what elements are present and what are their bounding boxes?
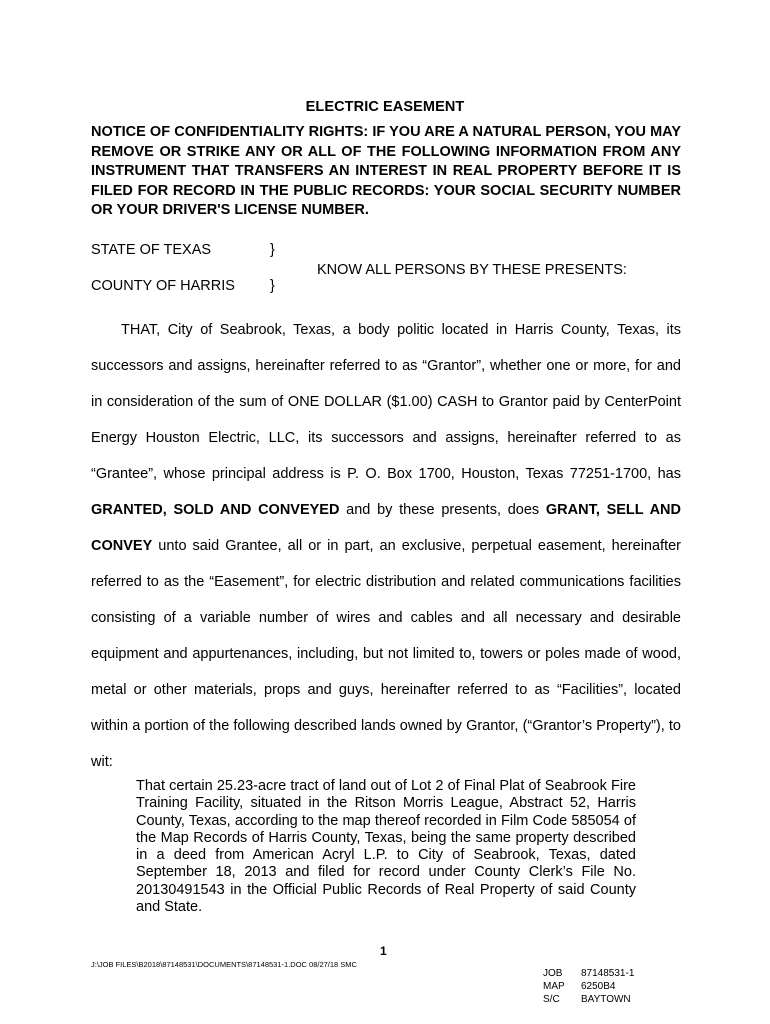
body-text-3: unto said Grantee, all or in part, an exclusive, perpetual easement, hereinafter referred to as the “Easement”, for electric distribution and related communications facilities consisting of a variable number of wires and cables and all necessary and desirable equipment and appurtenances, including, but not limited to, towers or poles made of wood, metal or other materials, props and guys, hereinafter referred to as “Facilities”, located within a portion of the following described lands owned by Grantor, (“Grantor’s Property”), to wit:: [91, 538, 681, 770]
document-title: ELECTRIC EASEMENT: [305, 99, 465, 115]
easement-body-paragraph: [91, 312, 681, 780]
map-label: MAP: [543, 981, 565, 992]
confidentiality-notice: NOTICE OF CONFIDENTIALITY RIGHTS: IF YOU ARE A NATURAL PERSON, YOU MAY REMOVE OR STRIKE ANY OR ALL OF THE FOLLOWING INFORMATION FROM ANY INSTRUMENT THAT TRANSFERS AN INTEREST IN REAL PROPERTY BEFORE IT IS FILED FOR RECORD IN THE PUBLIC RECORDS: YOUR SOCIAL SECURITY NUMBER OR YOUR DRIVER'S LICENSE NUMBER.: [91, 124, 681, 218]
map-value: 6250B4: [581, 981, 616, 992]
know-all-persons: KNOW ALL PERSONS BY THESE PRESENTS:: [317, 262, 627, 278]
sc-row: [543, 994, 631, 1005]
file-path: J:\JOB FILES\B2018\87148531\DOCUMENTS\87148531-1.DOC 08/27/18 SMC: [91, 960, 357, 969]
body-bold-granted: GRANTED, SOLD AND CONVEYED: [91, 502, 340, 518]
body-text-1: THAT, City of Seabrook, Texas, a body politic located in Harris County, Texas, its successors and assigns, hereinafter referred to as “Grantor”, whether one or more, for and in consideration of the sum of ONE DOLLAR ($1.00) CASH to Grantor paid by CenterPoint Energy Houston Electric, LLC, its successors and assigns, hereinafter referred to as “Grantee”, whose principal address is P. O. Box 1700, Houston, Texas 77251-1700, has: [91, 322, 681, 482]
sc-label: S/C: [543, 994, 560, 1005]
body-bold-grant: GRANT, SELL AND CONVEY: [91, 502, 681, 554]
body-text-2: and by these presents, does: [339, 502, 546, 518]
page-number: 1: [380, 944, 387, 958]
job-value: 87148531-1: [581, 968, 635, 979]
job-label: JOB: [543, 968, 563, 979]
job-row: [543, 968, 634, 979]
sc-value: BAYTOWN: [581, 994, 631, 1005]
state-label: STATE OF TEXAS: [91, 242, 212, 258]
state-brace: }: [270, 242, 275, 258]
map-row: [543, 981, 615, 992]
county-label: COUNTY OF HARRIS: [91, 278, 235, 294]
legal-description: That certain 25.23-acre tract of land out of Lot 2 of Final Plat of Seabrook Fire Training Facility, situated in the Ritson Morris League, Abstract 52, Harris County, Texas, according to the map thereof recorded in Film Code 585054 of the Map Records of Harris County, Texas, being the same property described in a deed from American Acryl L.P. to City of Seabrook, Texas, dated September 18, 2013 and filed for record under County Clerk’s File No. 20130491543 in the Official Public Records of Real Property of said County and State.: [136, 778, 636, 916]
county-brace: }: [270, 278, 275, 294]
